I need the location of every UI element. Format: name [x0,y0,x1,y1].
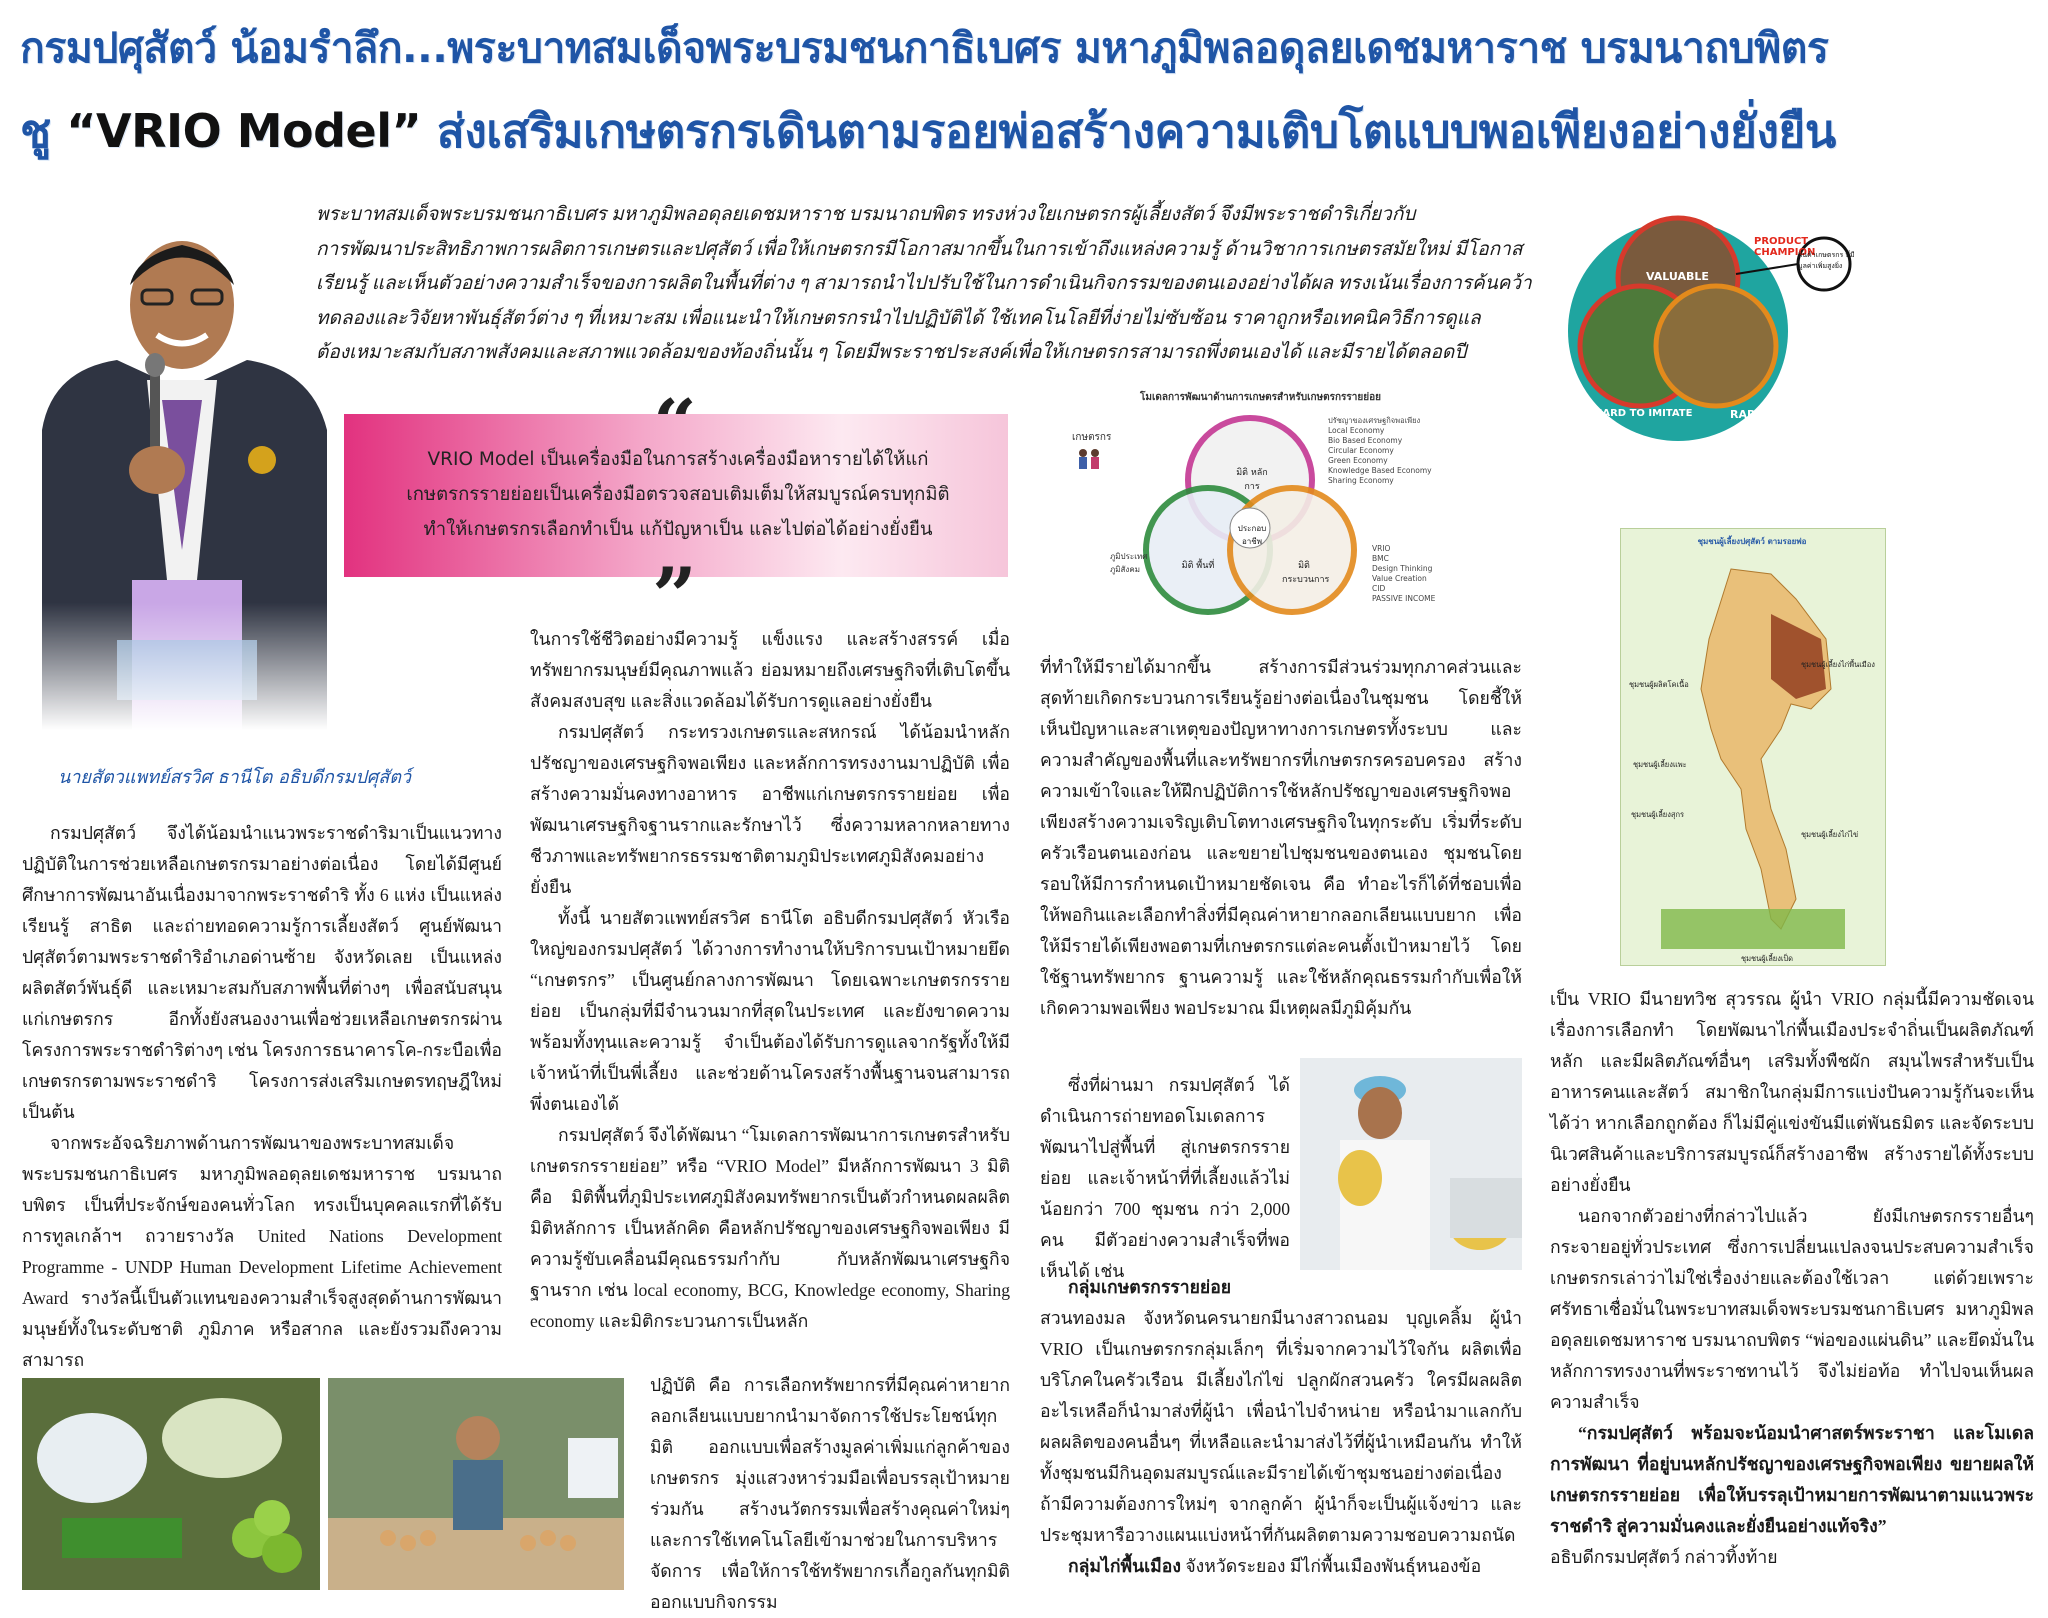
economy-item: Green Economy [1328,456,1388,465]
vrio-organized: ORGANIZED TO EXPLOIT [1616,478,1752,489]
development-model-diagram [1020,380,1505,640]
intro-paragraph [316,198,1536,371]
portrait-caption: นายสัตวแพทย์สรวิศ ธานีโต อธิบดีกรมปศุสัตว์ [58,767,411,788]
model-diagram-title: โมเดลการพัฒนาด้านการเกษตรสำหรับเกษตรกรรายย่อย [1140,392,1381,403]
paragraph: เป็น VRIO มีนายทวิช สุวรรณ ผู้นำ VRIO กลุ่มนี้มีความชัดเจนเรื่องการเลือกทำ โดยพัฒนาไก่พื้นเมืองประจำถิ่นเป็นผลิตภัณฑ์หลัก และมีผลิตภัณฑ์อื่นๆ เสริมทั้งพืชผัก สมุนไพรสำหรับเป็นอาหารคนและสัตว์ สมาชิกในกลุ่มมีการแบ่งปันความรู้กันจะเห็นได้ว่า หากเลือกถูกต้อง ก็ไม่มีคู่แข่งขันมีแต่พันธมิตร และจัดระบบนิเวศสินค้าและบริการสมบูรณ์ก็สร้างอาชีพ สร้างรายได้ทั้งระบบอย่างยั่งยืน [1550,989,2034,1195]
farmer-couple-icon [1076,448,1102,470]
dim-principle: มิติ หลักการ [1236,468,1268,492]
economy-item: Sharing Economy [1328,476,1394,485]
tool-item: Value Creation [1372,574,1427,583]
paragraph: ในการใช้ชีวิตอย่างมีความรู้ แข็งแรง และสร้างสรรค์ เมื่อทรัพยากรมนุษย์มีคุณภาพแล้ว ย่อมหมายถึงเศรษฐกิจที่เติบโตขึ้น สังคมสงบสุข และสิ่งแวดล้อมได้รับการดูแลอย่างยั่งยืน [530,629,1010,711]
article-column-1 [22,818,502,1376]
vrio-graphic [1568,196,1868,496]
pull-quote [354,442,1002,547]
map-label: ชุมชนผู้เลี้ยงไก่ไข่ [1801,830,1859,839]
market-eggs-photo [328,1378,624,1590]
tool-item: Design Thinking [1372,564,1433,573]
paragraph: สวนทองมล จังหวัดนครนายกมีนางสาวถนอม บุญเคลิ้ม ผู้นำ VRIO เป็นเกษตรกรกลุ่มเล็กๆ ที่เริ่มจากความไว้ใจกัน ผลิตเพื่อบริโภคในครัวเรือน มีเลี้ยงไก่ไข่ ปลูกผักสวนครัว ใครมีผลผลิตอะไรเหลือก็นำมาส่งที่ผู้นำ เพื่อนำไปจำหน่าย หรือนำมาแลกกับผลผลิตของคนอื่นๆ ที่เหลือและนำมาส่งไว้ที่ผู้นำเหมือนกัน ทำให้ทั้งชุมชนมีกินอุดมสมบูรณ์และมีรายได้เข้าชุมชนอย่างต่อเนื่อง ถ้ามีความต้องการใหม่ๆ จากลูกค้า ผู้นำก็จะเป็นผู้แจ้งข่าว และประชุมหารือวางแผนแบ่งหน้าที่กันผลิตตามความชอบความถนัด [1040,1308,1522,1545]
headline-prefix: ชู [20,104,67,158]
chicken-processing-photo [1300,1058,1522,1270]
intro-line: การพัฒนาประสิทธิภาพการผลิตการเกษตรและปศุสัตว์ เพื่อให้เกษตรกรมีโอกาสมากขึ้นในการเข้าถึงแหล่งความรู้ ด้านวิชาการเกษตรสมัยใหม่ มีโอกาส [316,238,1523,260]
vrio-imitate: HARD TO IMITATE [1594,408,1693,419]
economy-item: Circular Economy [1328,446,1394,455]
article-column-3b [1040,1070,1290,1287]
paragraph: อธิบดีกรมปศุสัตว์ กล่าวทิ้งท้าย [1550,1547,1778,1567]
tool-item: VRIO [1372,544,1391,553]
headline-rest: ส่งเสริมเกษตรกรเดินตามรอยพ่อสร้างความเติบโตแบบพอเพียงอย่างยั่งยืน [421,104,1836,158]
headline-line-2 [20,104,2030,158]
economy-item: Bio Based Economy [1328,436,1403,445]
intro-line: เรียนรู้ และเห็นตัวอย่างความสำเร็จของการผลิตในพื้นที่ต่าง ๆ สามารถนำไปปรับใช้ในการดำเนินกิจกรรมของตนเองอย่างได้ผล ทรงเน้นเรื่องการค้นคว้า [316,273,1532,294]
thailand-livestock-map [1620,528,1886,966]
quote-line: VRIO Model เป็นเครื่องมือในการสร้างเครื่องมือหารายได้ให้แก่ [427,449,929,470]
economy-item: Knowledge Based Economy [1328,466,1432,475]
paragraph: ที่ทำให้มีรายได้มากขึ้น สร้างการมีส่วนร่วมทุกภาคส่วนและสุดท้ายเกิดกระบวนการเรียนรู้อย่างต่อเนื่องในชุมชน โดยชี้ให้เห็นปัญหาและสาเหตุของปัญหาทางการเกษตรทั้งระบบ และความสำคัญของพื้นที่และทรัพยากรที่เกษตรกรครอบครอง สร้างความเข้าใจและให้ฝึกปฏิบัติการใช้หลักปรัชญาของเศรษฐกิจพอเพียงสร้างความเจริญเติบโตทางเศรษฐกิจในทุกระดับ เริ่มที่ระดับครัวเรือนตนเองก่อน และขยายไปชุมชนของตนเอง ชุมชนโดยรอบให้มีการกำหนดเป้าหมายชัดเจน คือ ทำอะไรก็ได้ที่ชอบเพื่อให้พอกินและเลือกทำสิ่งที่มีคุณค่าหายากลอกเลียนแบบยาก เพื่อให้มีรายได้เพียงพอตามที่เกษตรกรแต่ละคนตั้งเป้าหมายไว้ โดยใช้ฐานทรัพยากร ฐานความรู้ และใช้หลักคุณธรรมกำกับเพื่อให้เกิดความพอเพียง พอประมาณ มีเหตุผลมีภูมิคุ้มกัน [1040,657,1522,1018]
director-portrait [22,220,340,730]
article-column-4 [1550,984,2034,1573]
paragraph [1040,1551,1522,1582]
map-label: ชุมชนผู้เลี้ยงสุกร [1631,810,1685,819]
center-label: ประกอบ อาชีพ [1237,524,1267,546]
paragraph: จากพระอัจฉริยภาพด้านการพัฒนาของพระบาทสมเด็จพระบรมชนกาธิเบศร มหาภูมิพลอดุลยเดชมหาราช บรมนาถบพิตร เป็นที่ประจักษ์ของคนทั่วโลก ทรงเป็นบุคคลแรกที่ได้รับการทูลเกล้าฯ ถวายรางวัล United Nations Development Programme - UNDP Human Development Lifetime Achievement Award รางวัลนี้เป็นตัวแทนของความสำเร็จสูงสุดด้านการพัฒนามนุษย์ทั้งในระดับชาติ ภูมิภาค หรือสากล และยังรวมถึงความสามารถ [22,1133,502,1370]
intro-line: ต้องเหมาะสมกับสภาพสังคมและสภาพแวดล้อมของท้องถิ่นนั้น ๆ โดยมีพระราชประสงค์เพื่อให้เกษตรกรสามารถพึ่งตนเองได้ และมีรายได้ตลอดปี [316,342,1467,363]
paragraph: ปฏิบัติ คือ การเลือกทรัพยากรที่มีคุณค่าหายากลอกเลียนแบบยากนำมาจัดการใช้ประโยชน์ทุกมิติ ออกแบบเพื่อสร้างมูลค่าเพิ่มแก่ลูกค้าของเกษตรกร มุ่งแสวงหาร่วมมือเพื่อบรรลุเป้าหมายร่วมกัน สร้างนวัตกรรมเพื่อสร้างคุณค่าใหม่ๆ และการใช้เทคโนโลยีเข้ามาช่วยในการบริหารจัดการ เพื่อให้การใช้ทรัพยากรเกื้อกูลกันทุกมิติ ออกแบบกิจกรรม [650,1375,1010,1612]
economy-item: ปรัชญาของเศรษฐกิจพอเพียง [1328,416,1421,425]
paragraph: “กรมปศุสัตว์ พร้อมจะน้อมนำศาสตร์พระราชา และโมเดลการพัฒนา ที่อยู่บนหลักปรัชญาของเศรษฐกิจพอเพียง ขยายผลให้เกษตรกรรายย่อย เพื่อให้บรรลุเป้าหมายการพัฒนาตามแนวพระราชดำริ สู่ความมั่นคงและยั่งยืนอย่างแท้จริง” [1550,1423,2034,1536]
venn-circles [1140,410,1360,630]
intro-line: ทดลองและวิจัยหาพันธุ์สัตว์ต่าง ๆ ที่เหมาะสม เพื่อแนะนำให้เกษตรกรนำไปปฏิบัติได้ ใช้เทคโนโลยีที่ง่ายไม่ซับซ้อน ราคาถูกหรือเทคนิควิธีการดูแล [316,307,1481,329]
headline-vrio-model: “VRIO Model” [66,104,422,158]
subhead-smallholders: กลุ่มเกษตรกรรายย่อย [1068,1277,1232,1297]
tool-item: CID [1372,584,1386,593]
map-label: ชุมชนผู้เลี้ยงเป็ด [1741,954,1794,963]
economy-item: Local Economy [1328,426,1385,435]
quote-line: เกษตรกรรายย่อยเป็นเครื่องมือตรวจสอบเติมเต็มให้สมบูรณ์ครบทุกมิติ [406,484,950,505]
paragraph [1040,1272,1522,1303]
map-title: ชุมชนผู้เลี้ยงปศุสัตว์ ตามรอยพ่อ [1697,537,1807,546]
headline-line-1: กรมปศุสัตว์ น้อมรำลึก...พระบาทสมเด็จพระบรมชนกาธิเบศร มหาภูมิพลอดุลยเดชมหาราช บรมนาถบพิตร [20,24,1829,72]
vrio-valuable: VALUABLE [1646,270,1709,283]
article-column-3c [1040,1272,1522,1582]
farmer-label: เกษตรกร [1072,432,1112,443]
paragraph: นอกจากตัวอย่างที่กล่าวไปแล้ว ยังมีเกษตรกรรายอื่นๆ กระจายอยู่ทั่วประเทศ ซึ่งการเปลี่ยนแปลงจนประสบความสำเร็จเกษตรกรเล่าว่าไม่ใช่เรื่องง่ายและต้องใช้เวลา แต่ด้วยเพราะศรัทธาเชื่อมั่นในพระบาทสมเด็จพระบรมชนกาธิเบศร มหาภูมิพลอดุลยเดชมหาราช บรมนาถบพิตร “พ่อของแผ่นดิน” และยึดมั่นในหลักการทรงงานที่พระราชทานไว้ จึงไม่ย่อท้อ ทำไปจนเห็นผลความสำเร็จ [1550,1206,2034,1412]
vrio-rare: RARE [1730,408,1763,421]
tool-item: PASSIVE INCOME [1372,594,1436,603]
dim-area: มิติ พื้นที่ [1181,561,1215,571]
map-label: ชุมชนผู้ผลิตโคเนื้อ [1629,680,1689,689]
dim-process: มิติ กระบวนการ [1282,561,1330,585]
paragraph: กรมปศุสัตว์ จึงได้น้อมนำแนวพระราชดำริมาเป็นแนวทางปฏิบัติในการช่วยเหลือเกษตรกรมาอย่างต่อเนื่อง โดยได้มีศูนย์ศึกษาการพัฒนาอันเนื่องมาจากพระราชดำริ ทั้ง 6 แห่ง เป็นแหล่งเรียนรู้ สาธิต และถ่ายทอดความรู้การเลี้ยงสัตว์ ศูนย์พัฒนาปศุสัตว์ตามพระราชดำริอำเภอด่านซ้าย จังหวัดเลย เป็นแหล่งผลิตสัตว์พันธุ์ดี และเหมาะสมกับสภาพพื้นที่ต่างๆ เพื่อสนับสนุนแก่เกษตรกร อีกทั้งยังสนองงานเพื่อช่วยเหลือเกษตรกรผ่านโครงการพระราชดำริต่างๆ เช่น โครงการธนาคารโค-กระบือเพื่อเกษตรกรตามพระราชดำริ โครงการส่งเสริมเกษตรทฤษฎีใหม่เป็นต้น [22,823,502,1122]
native-chicken-text: จังหวัดระยอง มีไก่พื้นเมืองพันธุ์หนองข้อ [1185,1556,1482,1576]
subhead-native-chicken: กลุ่มไก่พื้นเมือง [1068,1556,1181,1576]
paragraph: ซึ่งที่ผ่านมา กรมปศุสัตว์ ได้ดำเนินการถ่ายทอดโมเดลการพัฒนาไปสู่พื้นที่ สู่เกษตรกรรายย่อย และเจ้าหน้าที่ที่เลี้ยงแล้วไม่น้อยกว่า 700 ชุมชน กว่า 2,000 คน มีตัวอย่างความสำเร็จที่พอเห็นได้ เช่น [1040,1075,1290,1281]
terrain-label: ภูมิประเทศ ภูมิสังคม [1110,552,1148,574]
paragraph: กรมปศุสัตว์ จึงได้พัฒนา “โมเดลการพัฒนาการเกษตรสำหรับเกษตรกรรายย่อย” หรือ “VRIO Model” มีหลักการพัฒนา 3 มิติ คือ มิติพื้นที่ภูมิประเทศภูมิสังคมทรัพยากรเป็นตัวกำหนดผลผลิต มิติหลักการ เป็นหลักคิด คือหลักปรัชญาของเศรษฐกิจพอเพียง มีความรู้ขับเคลื่อนมีคุณธรรมกำกับ กับหลักพัฒนาเศรษฐกิจฐานราก เช่น local economy, BCG, Knowledge economy, Sharing economy และมิติกระบวนการเป็นหลัก [530,1125,1010,1331]
map-label: ชุมชนผู้เลี้ยงไก่พื้นเมือง [1801,660,1875,669]
article-column-2 [530,624,1010,1337]
tools-list [1372,544,1435,604]
vrio-subtitle: สินค้าเกษตรกร ที่มีมูลค่าเพิ่มสูงยิ่ง [1798,251,1855,270]
paragraph: กรมปศุสัตว์ กระทรวงเกษตรและสหกรณ์ ได้น้อมนำหลักปรัชญาของเศรษฐกิจพอเพียง และหลักการทรงงานมาปฏิบัติ เพื่อสร้างความมั่นคงทางอาหาร อาชีพแก่เกษตรกรรายย่อย เพื่อพัฒนาเศรษฐกิจฐานรากและรักษาไว้ ซึ่งความหลากหลายทางชีวภาพและทรัพยากรธรรมชาติตามภูมิประเทศภูมิสังคมอย่างยั่งยืน [530,722,1010,897]
article-column-2b [650,1370,1010,1618]
tool-item: BMC [1372,554,1389,563]
quote-line: ทำให้เกษตรกรเลือกทำเป็น แก้ปัญหาเป็น และไปต่อได้อย่างยั่งยืน [423,519,933,540]
vegetables-photo [22,1378,320,1590]
article-column-3 [1040,652,1522,1024]
economy-list [1328,416,1432,486]
quote-close-mark: ” [652,551,697,642]
map-label: ชุมชนผู้เลี้ยงแพะ [1633,760,1687,769]
intro-line: พระบาทสมเด็จพระบรมชนกาธิเบศร มหาภูมิพลอดุลยเดชมหาราช บรมนาถบพิตร ทรงห่วงใยเกษตรกรผู้เลี้ยงสัตว์ จึงมีพระราชดำริเกี่ยวกับ [316,204,1416,225]
paragraph: ทั้งนี้ นายสัตวแพทย์สรวิศ ธานีโต อธิบดีกรมปศุสัตว์ หัวเรือใหญ่ของกรมปศุสัตว์ ได้วางการทำงานให้บริการบนเป้าหมายยึด “เกษตรกร” เป็นศูนย์กลางการพัฒนา โดยเฉพาะเกษตรกรรายย่อย เป็นกลุ่มที่มีจำนวนมากที่สุดในประเทศ และยังขาดความพร้อมทั้งทุนและความรู้ จำเป็นต้องได้รับการดูแลจากรัฐทั้งให้มีเจ้าหน้าที่เป็นพี่เลี้ยง และช่วยด้านโครงสร้างพื้นฐานจนสามารถพึ่งตนเองได้ [530,908,1010,1114]
vrio-product-champion: PRODUCT CHAMPION [1754,236,1816,258]
